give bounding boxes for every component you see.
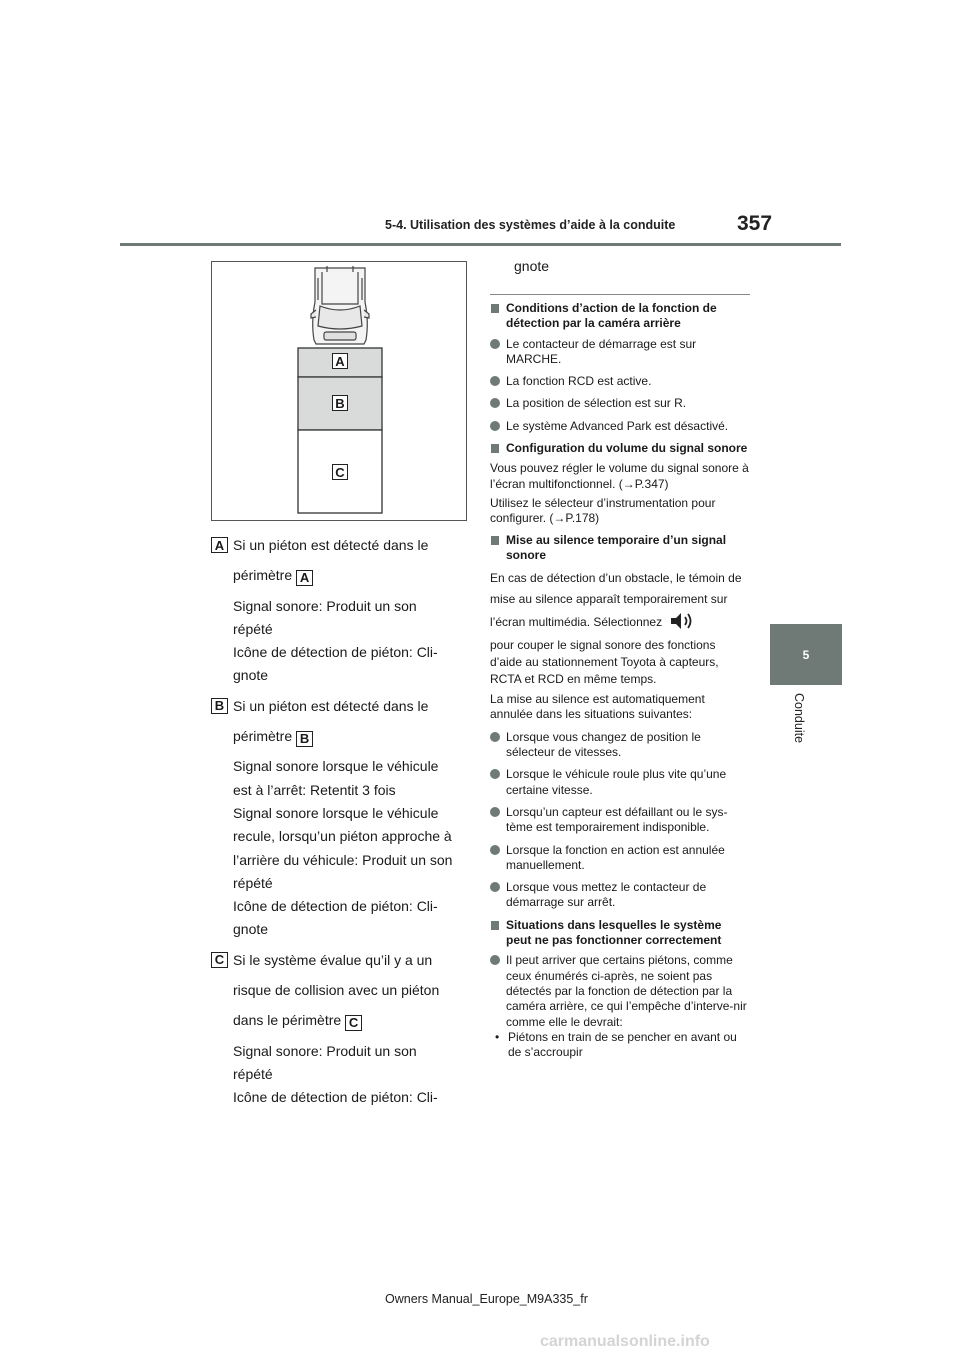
watermark: carmanualsonline.info	[540, 1333, 710, 1350]
section-volume	[490, 441, 750, 526]
list-item: Lorsqu’un capteur est défaillant ou le sys-tème est temporairement indisponible.	[490, 805, 750, 836]
round-bullet-icon	[490, 955, 500, 965]
square-bullet-icon	[491, 921, 499, 930]
chapter-label: Conduite	[792, 693, 806, 744]
section-heading: Situations dans lesquelles le système peut ne pas fonctionner correctement	[490, 918, 750, 949]
item-text: Signal sonore lorsque le véhicule	[233, 804, 439, 821]
sub-list-item: • Piétons en train de se pencher en avant ou de s’accroupir	[495, 1029, 737, 1060]
round-bullet-icon	[490, 732, 500, 742]
list-item: Lorsque la fonction en action est annulée manuellement.	[490, 843, 750, 874]
chapter-tab[interactable]: 5	[770, 624, 842, 685]
zone-label-b: B	[332, 395, 348, 411]
paragraph: En cas de détection d’un obstacle, le témoin de mise au silence apparaît temporairement sur l’écran multimédia. Sélectionnez	[490, 568, 750, 633]
section-separator	[490, 294, 750, 295]
zone-badge: B	[296, 731, 313, 747]
section-heading: Mise au silence temporaire d’un signal sonore	[490, 533, 750, 564]
item-text: gnote	[233, 667, 269, 684]
list-item: Il peut arriver que certains piétons, comme ceux énumérés ci-après, ne soient pas détectés par la fonction de détection par la caméra arrière, ce qui l’empêche d’interve-nir comme elle le devrait:	[490, 953, 750, 1029]
right-column	[490, 255, 750, 1060]
section-heading: Configuration du volume du signal sonore	[490, 441, 750, 456]
item-text: Icône de détection de piéton: Cli-	[233, 898, 438, 915]
zone-item-a	[211, 534, 471, 688]
round-bullet-icon	[490, 421, 500, 431]
item-text: Signal sonore: Produit un son	[233, 1042, 417, 1059]
zone-badge: B	[211, 698, 228, 714]
zone-badge: A	[296, 570, 313, 586]
item-text: l’arrière du véhicule: Produit un son	[233, 851, 453, 868]
round-bullet-icon	[490, 339, 500, 349]
item-text: risque de collision avec un piéton	[233, 982, 440, 999]
paragraph: La mise au silence est automatiquement annulée dans les situations suivantes:	[490, 692, 705, 722]
square-bullet-icon	[491, 304, 499, 313]
list-item: La position de sélection est sur R.	[490, 396, 750, 411]
list-item: Le système Advanced Park est désactivé.	[490, 419, 750, 434]
item-text: répété	[233, 874, 273, 891]
item-text: Signal sonore lorsque le véhicule	[233, 758, 439, 775]
item-text: Si un piéton est détecté dans le	[233, 537, 429, 553]
zone-badge: C	[345, 1015, 362, 1031]
item-text: répété	[233, 620, 273, 637]
round-bullet-icon	[490, 807, 500, 817]
round-bullet-icon	[490, 845, 500, 855]
round-bullet-icon	[490, 398, 500, 408]
item-text: répété	[233, 1065, 273, 1082]
item-text: périmètre A	[233, 564, 471, 587]
section-heading: Conditions d’action de la fonction de détection par la caméra arrière	[490, 301, 750, 332]
list-item: Le contacteur de démarrage est sur MARCHE.	[490, 337, 750, 368]
zone-item-c	[211, 949, 471, 1110]
square-bullet-icon	[491, 444, 499, 453]
round-bullet-icon	[490, 882, 500, 892]
zone-label-a: A	[332, 353, 348, 369]
zone-badge: A	[211, 537, 228, 553]
list-item: Lorsque vous changez de position le sélecteur de vitesses.	[490, 730, 750, 761]
item-text: dans le périmètre C	[233, 1009, 471, 1032]
section-limitations	[490, 918, 750, 1061]
car-illustration	[212, 262, 468, 522]
zone-label-c: C	[332, 464, 348, 480]
round-bullet-icon	[490, 769, 500, 779]
item-text: Icône de détection de piéton: Cli-	[233, 1089, 438, 1106]
square-bullet-icon	[491, 536, 499, 545]
item-text: Si le système évalue qu’il y a un	[233, 951, 433, 968]
paragraph: Utilisez le sélecteur d’instrumentation pour configurer. (→P.178)	[490, 495, 716, 526]
page-number: 357	[737, 212, 773, 235]
paragraph: Vous pouvez régler le volume du signal sonore à l’écran multifonctionnel. (→P.347)	[490, 461, 749, 491]
header-title: 5-4. Utilisation des systèmes d’aide à la conduite	[385, 218, 676, 232]
item-text: Icône de détection de piéton: Cli-	[233, 644, 438, 661]
continued-text: gnote	[514, 258, 550, 274]
zone-badge: C	[211, 952, 228, 968]
item-text: périmètre B	[233, 725, 471, 748]
item-text: Signal sonore: Produit un son	[233, 597, 417, 614]
zone-descriptions	[211, 534, 471, 1117]
detection-zone-figure	[211, 261, 467, 521]
section-mute	[490, 533, 750, 911]
header-rule	[120, 243, 841, 246]
footer-doc-id: Owners Manual_Europe_M9A335_fr	[385, 1292, 588, 1306]
item-text: gnote	[233, 921, 269, 938]
round-bullet-icon	[490, 376, 500, 386]
item-text: est à l’arrêt: Retentit 3 fois	[233, 781, 396, 798]
list-item: Lorsque vous mettez le contacteur de démarrage sur arrêt.	[490, 880, 750, 911]
zone-item-b	[211, 695, 471, 942]
list-item: La fonction RCD est active.	[490, 374, 750, 389]
list-item: Lorsque le véhicule roule plus vite qu’une certaine vitesse.	[490, 767, 750, 798]
speaker-mute-icon	[668, 610, 696, 632]
paragraph: pour couper le signal sonore des fonctions d’aide au stationnement Toyota à capteurs, RCTA et RCD en même temps.	[490, 638, 719, 687]
section-conditions	[490, 301, 750, 434]
item-text: Si un piéton est détecté dans le	[233, 697, 429, 714]
item-text: recule, lorsqu’un piéton approche à	[233, 828, 452, 845]
sub-bullet-icon: •	[495, 1029, 500, 1044]
